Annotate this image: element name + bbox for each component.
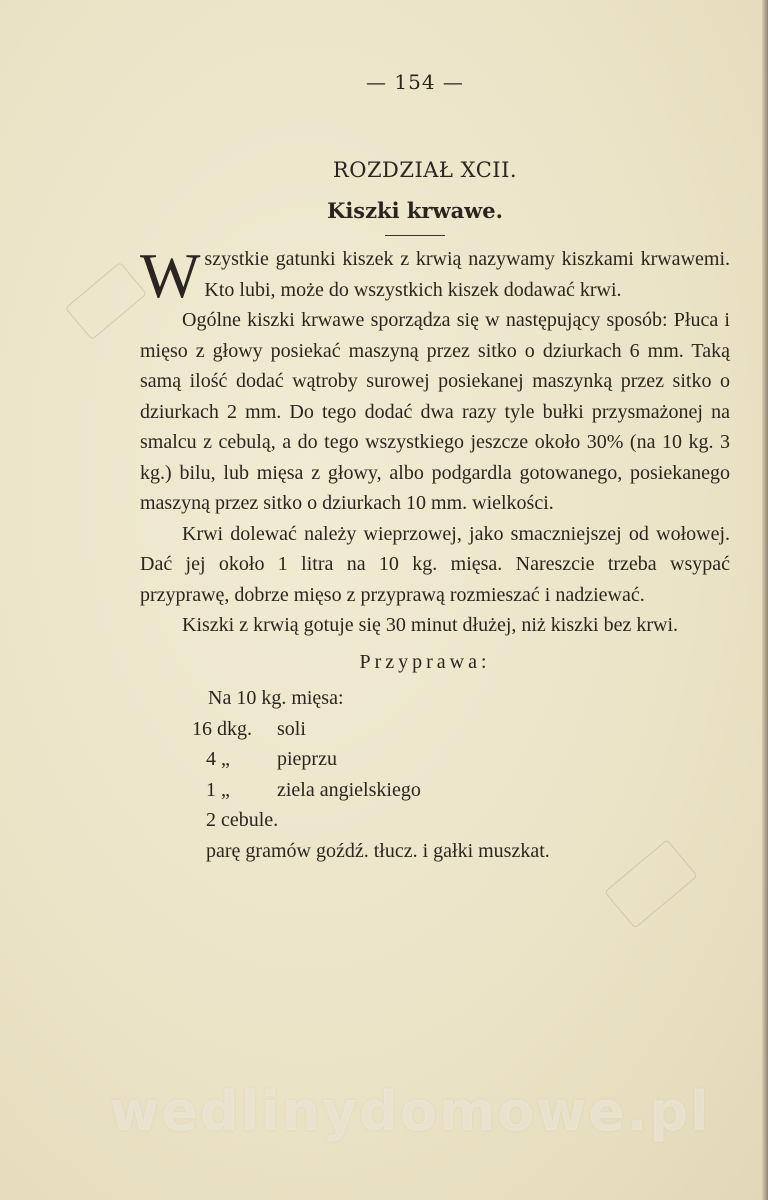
list-item-qty: 4 „ — [206, 748, 230, 770]
faint-stamp-mark — [65, 262, 147, 340]
seasoning-list — [140, 683, 730, 866]
list-item — [140, 714, 730, 745]
paragraph-3: Krwi dolewać należy wieprzowej, jako smaczniejszej od wołowej. Dać jej około 1 litra na 10 kg. mięsa. Nareszcie trzeba wsypać przyprawę, dobrze mięso z przyprawą rozmieszać i nadziewać. — [140, 522, 730, 606]
page-number: — 154 — — [366, 70, 464, 94]
list-item — [140, 775, 730, 806]
paragraph-1-text: szystkie gatunki kiszek z krwią nazywamy kiszkami krwawemi. Kto lubi, może do wszystkich kiszek dodawać krwi. — [204, 248, 730, 301]
list-item-qty: Na 10 kg. mięsa: — [208, 687, 344, 709]
list-item-qty: 16 dkg. — [192, 717, 252, 740]
list-item-qty: parę gramów goźdź. tłucz. i gałki muszkat. — [206, 839, 550, 862]
title-divider — [385, 235, 445, 236]
list-item-qty: 1 „ — [206, 778, 230, 801]
paragraph-4: Kiszki z krwią gotuje się 30 minut dłużej, niż kiszki bez krwi. — [182, 614, 678, 636]
watermark: wedlinydomowe.pl — [109, 1080, 711, 1143]
drop-cap: W — [140, 240, 201, 311]
list-item — [140, 683, 730, 714]
list-item — [140, 744, 730, 775]
section-title: Kiszki krwawe. — [327, 198, 503, 223]
chapter-title: ROZDZIAŁ XCII. — [332, 158, 518, 182]
list-item — [140, 805, 730, 836]
list-item-name: pieprzu — [277, 748, 337, 770]
list-item-qty: 2 cebule. — [206, 809, 279, 831]
seasoning-heading: Przyprawa: — [359, 650, 491, 673]
paragraph-2: Ogólne kiszki krwawe sporządza się w następujący sposób: Płuca i mięso z głowy posiekać maszyną przez sitko o dziurkach 6 mm. Taką samą ilość dodać wątroby surowej posiekanej maszynką przez sitko o dziurkach 2 mm. Do tego dodać dwa razy tyle bułki przysmażonej na smalcu z cebulą, a do tego wszystkiego jeszcze około 30% (na 10 kg. 3 kg.) bilu, lub mięsa z głowy, albo podgardla gotowanego, posiekanego maszyną przez sitko o dziurkach 10 mm. wielkości. — [140, 309, 730, 514]
list-item-name: soli — [277, 717, 306, 740]
paragraph-1 — [140, 240, 730, 311]
body-text — [140, 240, 730, 677]
list-item — [140, 836, 730, 867]
page-content — [140, 70, 730, 866]
page-edge-shadow — [762, 0, 768, 1200]
list-item-name: ziela angielskiego — [277, 778, 421, 801]
